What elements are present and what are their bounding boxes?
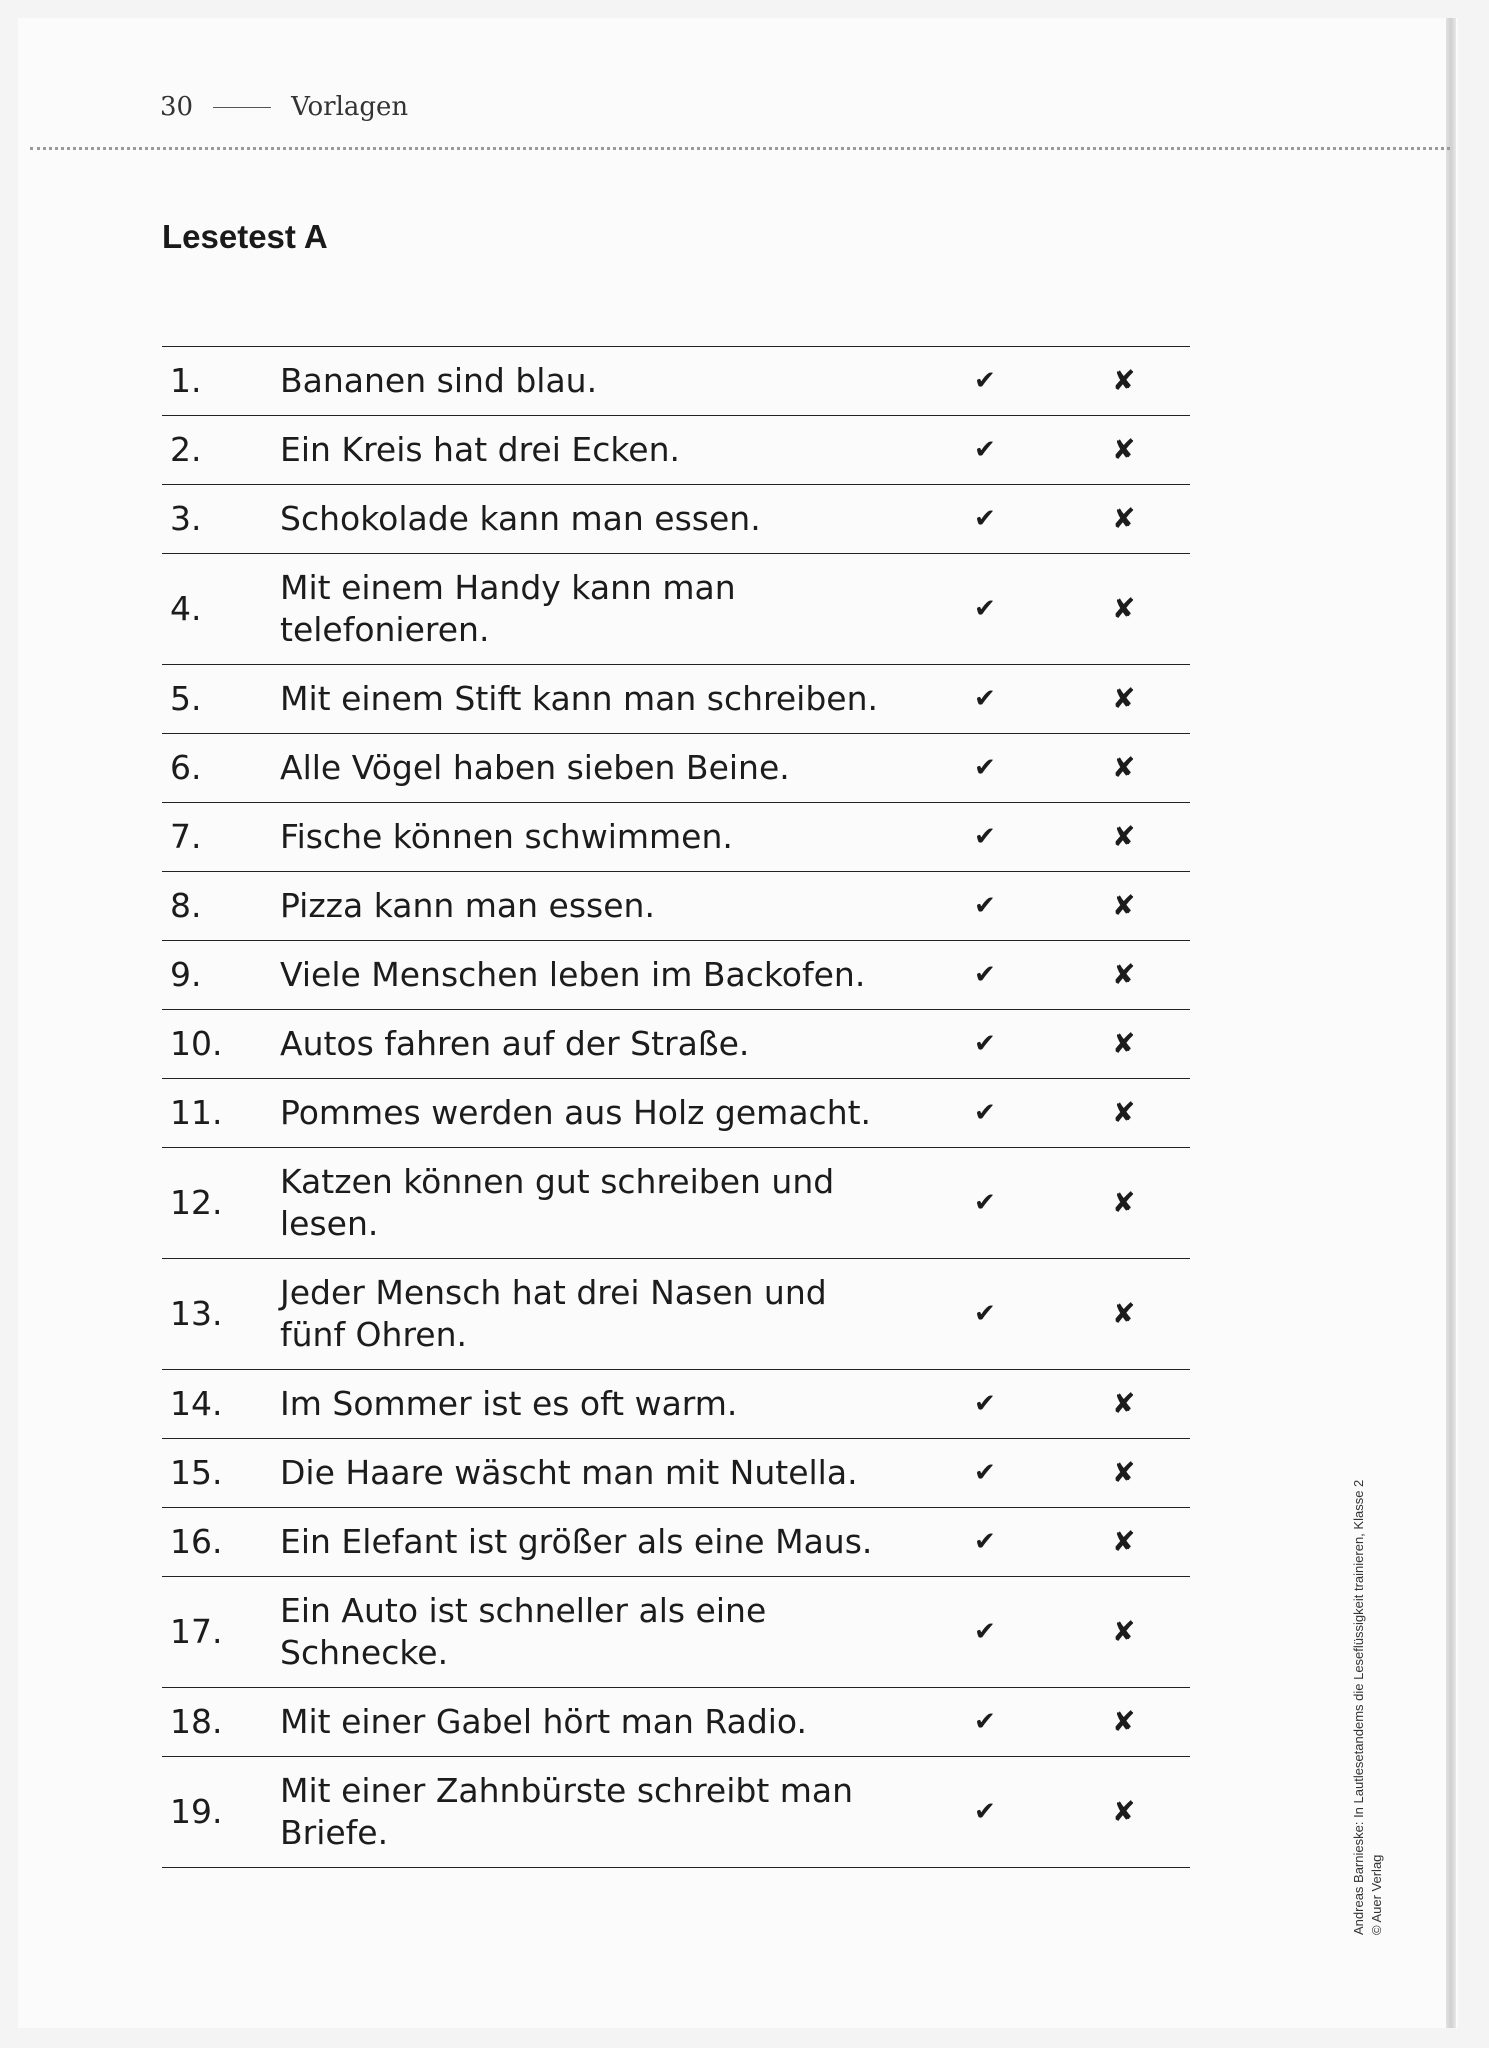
check-mark-icon[interactable]: ✔ [974,1188,996,1218]
check-mark-icon[interactable]: ✔ [974,822,996,852]
table-row [162,734,1190,803]
row-number: 2. [170,430,202,469]
statement-text: Mit einer Zahnbürste schreibt man Briefe. [280,1771,854,1852]
statement-text: Katzen können gut schreiben und lesen. [280,1162,835,1243]
row-number: 13. [170,1294,223,1333]
row-number: 10. [170,1024,223,1063]
statement-text: Ein Kreis hat drei Ecken. [280,430,681,469]
statement-text: Die Haare wäscht man mit Nutella. [280,1453,858,1492]
cross-mark-icon[interactable]: ✘ [1112,889,1136,922]
dotted-divider [30,147,1450,150]
table-row [162,1370,1190,1439]
statement-text: Alle Vögel haben sieben Beine. [280,748,790,787]
table-row [162,665,1190,734]
statement-text: Bananen sind blau. [280,361,598,400]
book-spine-shadow [1446,18,1456,2028]
statement-text: Im Sommer ist es oft warm. [280,1384,738,1423]
cross-mark-icon[interactable]: ✘ [1112,820,1136,853]
check-mark-icon[interactable]: ✔ [974,366,996,396]
check-mark-icon[interactable]: ✔ [974,753,996,783]
row-number: 17. [170,1612,223,1651]
reading-test-table [162,346,1190,1868]
table-row [162,347,1190,416]
check-mark-icon[interactable]: ✔ [974,1458,996,1488]
table-row [162,485,1190,554]
table-row [162,1508,1190,1577]
row-number: 18. [170,1702,223,1741]
cross-mark-icon[interactable]: ✘ [1112,1027,1136,1060]
table-row [162,1010,1190,1079]
page-number: 30 [160,92,194,122]
table-row [162,1148,1190,1259]
cross-mark-icon[interactable]: ✘ [1112,1525,1136,1558]
statement-text: Fische können schwimmen. [280,817,733,856]
table-row [162,1577,1190,1688]
table-row [162,941,1190,1010]
statement-text: Mit einer Gabel hört man Radio. [280,1702,808,1741]
check-mark-icon[interactable]: ✔ [974,435,996,465]
running-head [160,92,408,122]
check-mark-icon[interactable]: ✔ [974,1299,996,1329]
table-row [162,1757,1190,1868]
check-mark-icon[interactable]: ✔ [974,504,996,534]
check-mark-icon[interactable]: ✔ [974,1389,996,1419]
check-mark-icon[interactable]: ✔ [974,891,996,921]
cross-mark-icon[interactable]: ✘ [1112,433,1136,466]
row-number: 15. [170,1453,223,1492]
row-number: 7. [170,817,202,856]
statement-text: Jeder Mensch hat drei Nasen und fünf Ohren. [280,1273,827,1354]
check-mark-icon[interactable]: ✔ [974,1617,996,1647]
cross-mark-icon[interactable]: ✘ [1112,751,1136,784]
cross-mark-icon[interactable]: ✘ [1112,1795,1136,1828]
check-mark-icon[interactable]: ✔ [974,1098,996,1128]
check-mark-icon[interactable]: ✔ [974,684,996,714]
copyright-line-2: © Auer Verlag [1369,1854,1384,1935]
check-mark-icon[interactable]: ✔ [974,1527,996,1557]
row-number: 6. [170,748,202,787]
check-mark-icon[interactable]: ✔ [974,1797,996,1827]
row-number: 8. [170,886,202,925]
statement-text: Ein Auto ist schneller als eine Schnecke. [280,1591,767,1672]
statement-text: Pommes werden aus Holz gemacht. [280,1093,872,1132]
statement-text: Mit einem Handy kann man telefonieren. [280,568,736,649]
table-row [162,416,1190,485]
table-row [162,803,1190,872]
table-row [162,554,1190,665]
check-mark-icon[interactable]: ✔ [974,960,996,990]
check-mark-icon[interactable]: ✔ [974,1029,996,1059]
cross-mark-icon[interactable]: ✘ [1112,1705,1136,1738]
cross-mark-icon[interactable]: ✘ [1112,1387,1136,1420]
cross-mark-icon[interactable]: ✘ [1112,1615,1136,1648]
row-number: 19. [170,1792,223,1831]
cross-mark-icon[interactable]: ✘ [1112,1096,1136,1129]
statement-text: Ein Elefant ist größer als eine Maus. [280,1522,873,1561]
table-row [162,872,1190,941]
cross-mark-icon[interactable]: ✘ [1112,1456,1136,1489]
row-number: 16. [170,1522,223,1561]
cross-mark-icon[interactable]: ✘ [1112,958,1136,991]
header-dash [213,107,271,108]
cross-mark-icon[interactable]: ✘ [1112,592,1136,625]
statement-text: Viele Menschen leben im Backofen. [280,955,866,994]
statement-text: Mit einem Stift kann man schreiben. [280,679,878,718]
copyright-line-1: Andreas Barnieske: In Lautlesetandems die Leseflüssigkeit trainieren, Klasse 2 [1351,1479,1366,1935]
row-number: 12. [170,1183,223,1222]
page-title: Lesetest A [162,218,328,255]
row-number: 1. [170,361,202,400]
table-row [162,1439,1190,1508]
row-number: 14. [170,1384,223,1423]
row-number: 4. [170,589,202,628]
copyright-note [1350,1480,1386,1935]
cross-mark-icon[interactable]: ✘ [1112,364,1136,397]
table-row [162,1688,1190,1757]
check-mark-icon[interactable]: ✔ [974,594,996,624]
check-mark-icon[interactable]: ✔ [974,1707,996,1737]
cross-mark-icon[interactable]: ✘ [1112,502,1136,535]
row-number: 11. [170,1093,223,1132]
cross-mark-icon[interactable]: ✘ [1112,1297,1136,1330]
statement-text: Autos fahren auf der Straße. [280,1024,750,1063]
statement-text: Schokolade kann man essen. [280,499,761,538]
row-number: 5. [170,679,202,718]
statement-text: Pizza kann man essen. [280,886,655,925]
row-number: 9. [170,955,202,994]
table-row [162,1259,1190,1370]
cross-mark-icon[interactable]: ✘ [1112,1186,1136,1219]
table-row [162,1079,1190,1148]
row-number: 3. [170,499,202,538]
section-title: Vorlagen [291,92,409,122]
cross-mark-icon[interactable]: ✘ [1112,682,1136,715]
